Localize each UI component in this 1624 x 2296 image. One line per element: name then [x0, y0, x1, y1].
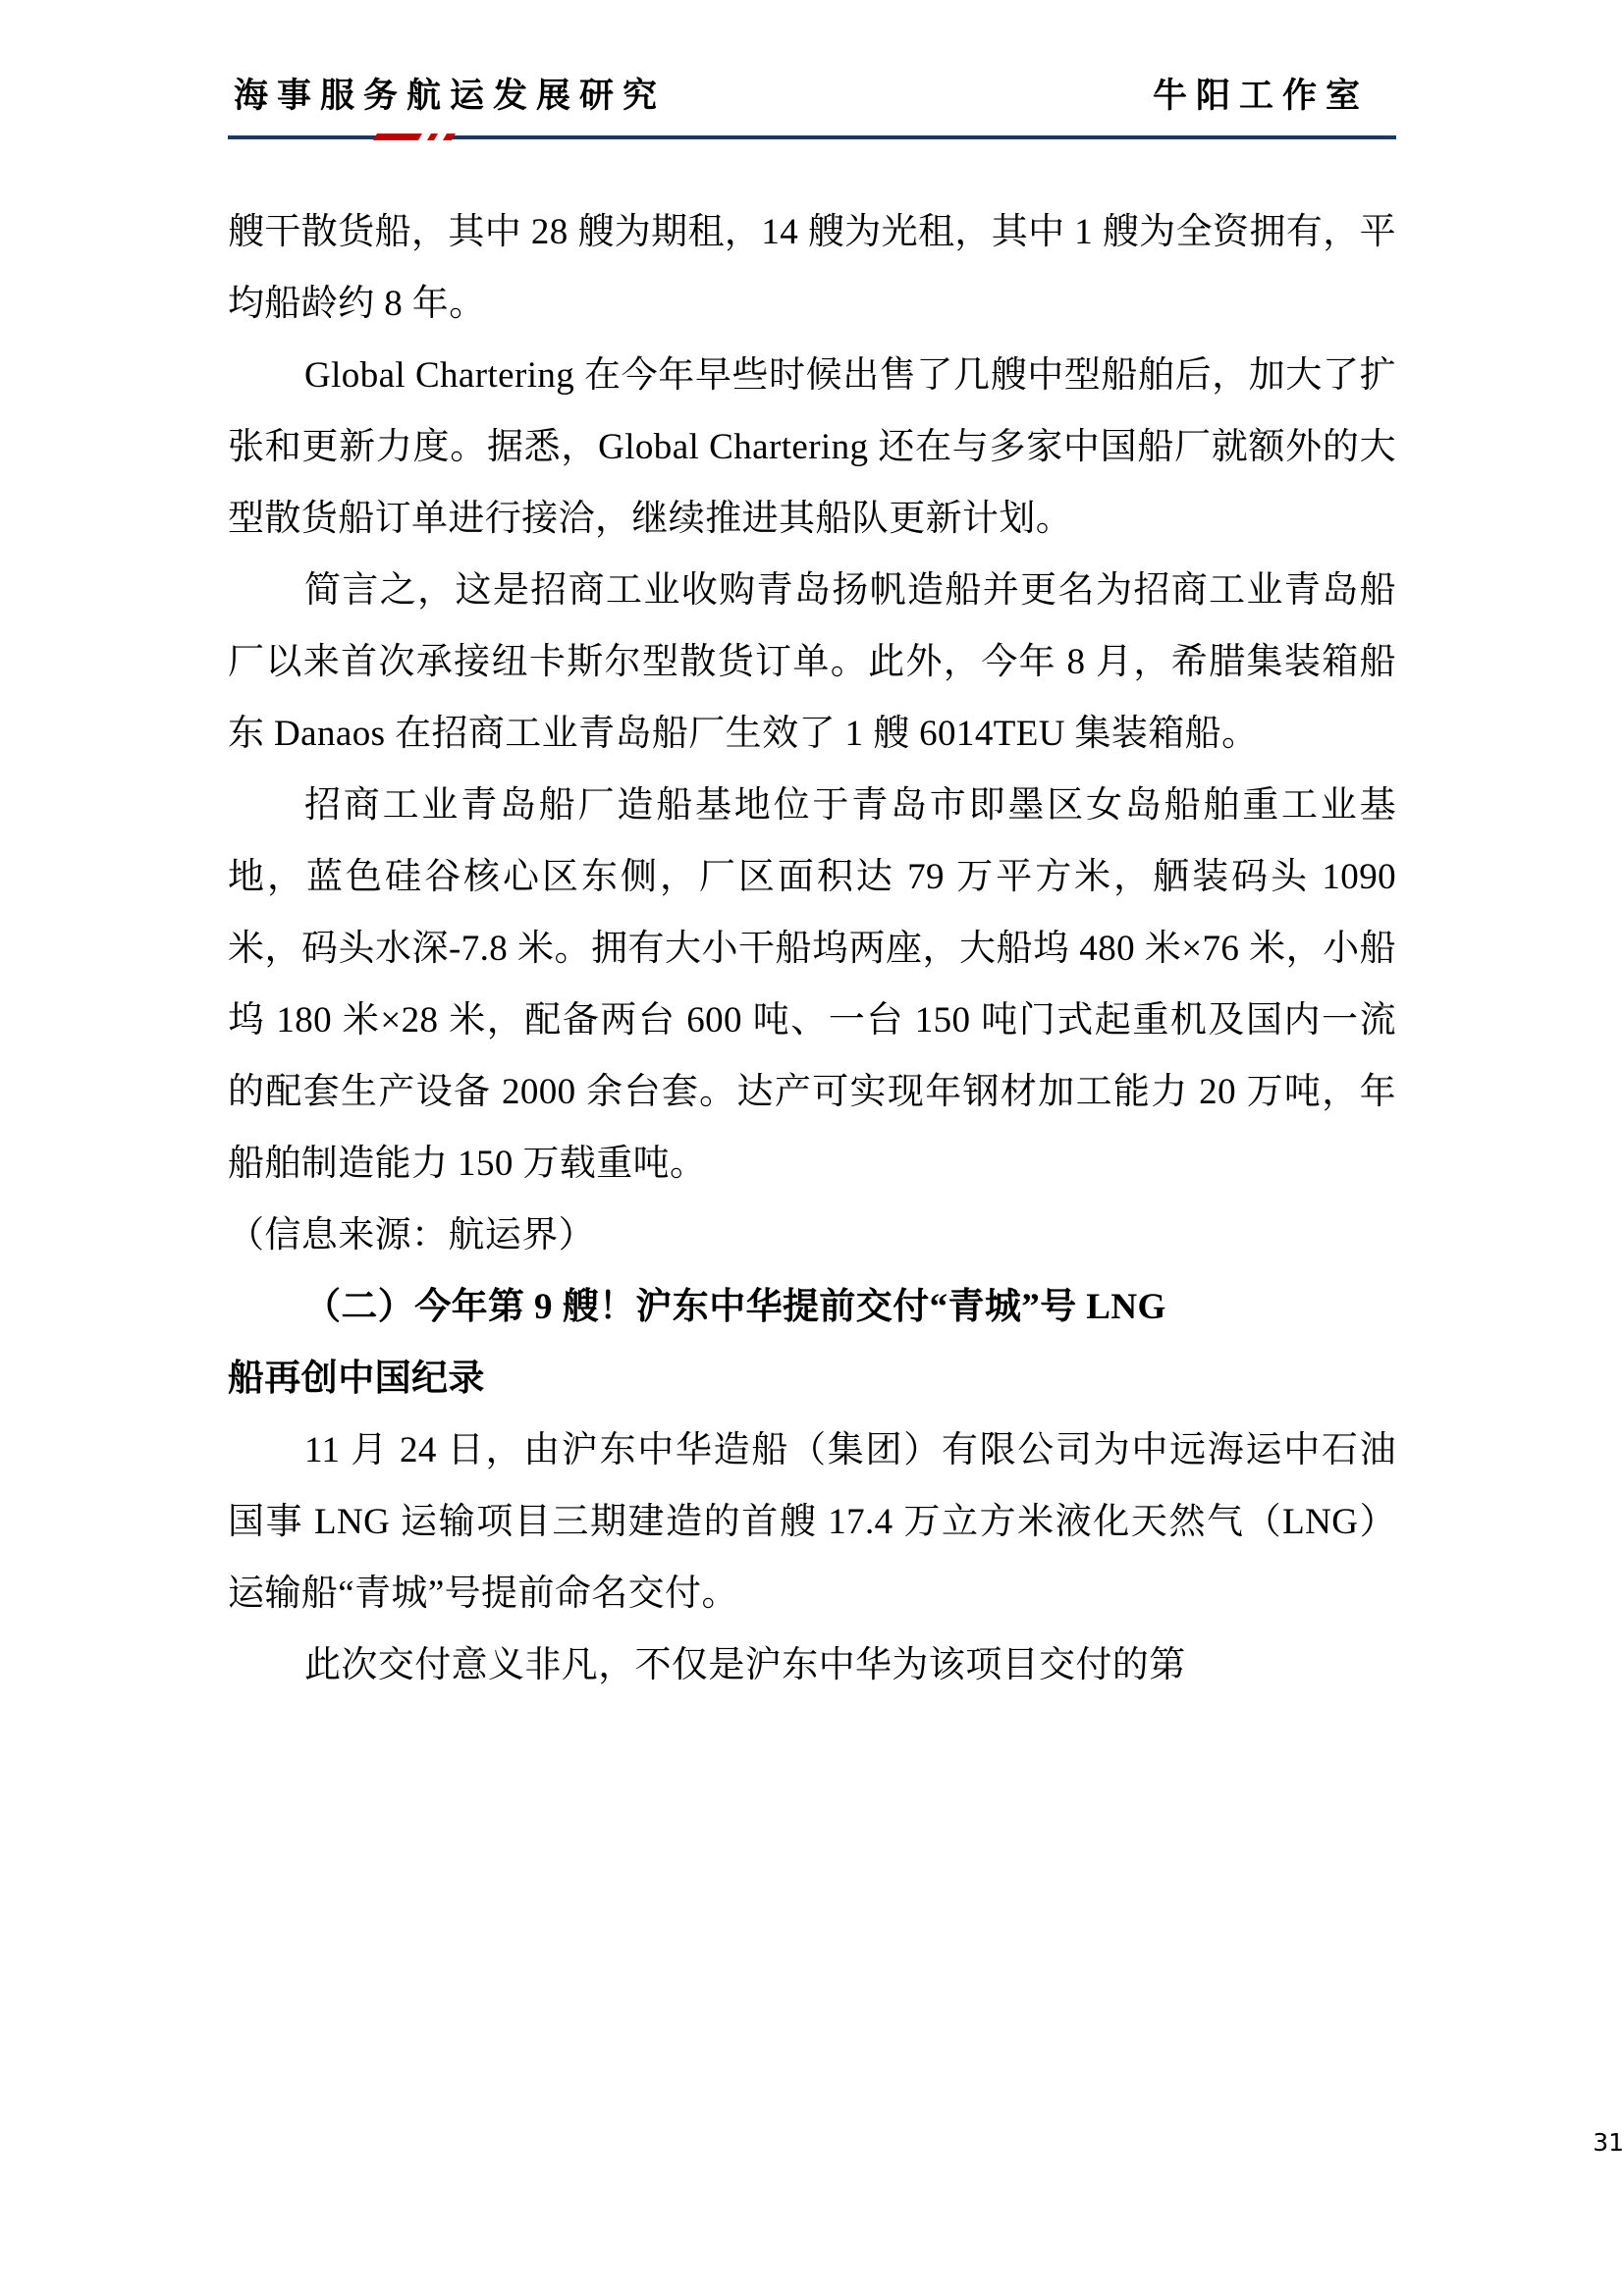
page-number: 31 — [1593, 2128, 1624, 2157]
paragraph-newcastlemax-order: 简言之，这是招商工业收购青岛扬帆造船并更名为招商工业青岛船厂以来首次承接纽卡斯尔型散货订单。此外，今年 8 月，希腊集装箱船东 Danaos 在招商工业青岛船厂生效了 1 艘 6014TEU 集装箱船。 — [228, 570, 1396, 754]
section-heading-line-1: （二）今年第 9 艘！沪东中华提前交付“青城”号 LNG — [304, 1287, 1166, 1327]
paragraph-lng-delivery: 11 月 24 日，由沪东中华造船（集团）有限公司为中远海运中石油国事 LNG 运输项目三期建造的首艘 17.4 万立方米液化天然气（LNG）运输船“青城”号提前命名交付。 — [228, 1430, 1396, 1614]
paragraph-global-chartering: Global Chartering 在今年早些时候出售了几艘中型船舶后，加大了扩张和更新力度。据悉，Global Chartering 还在与多家中国船厂就额外的大型散货船订单进行接洽，继续推进其船队更新计划。 — [228, 355, 1396, 539]
page-header — [228, 69, 1396, 159]
paragraph-source-note: （信息来源：航运界） — [228, 1215, 595, 1255]
header-left-title: 海事服务航运发展研究 — [234, 77, 667, 116]
section-heading-line-2: 船再创中国纪录 — [228, 1359, 485, 1399]
body-text — [228, 196, 1396, 1701]
page-footer — [456, 2128, 1624, 2157]
paragraph-delivery-significance: 此次交付意义非凡，不仅是沪东中华为该项目交付的第 — [304, 1645, 1186, 1685]
paragraph-shipyard-facilities: 招商工业青岛船厂造船基地位于青岛市即墨区女岛船舶重工业基地，蓝色硅谷核心区东侧，厂区面积达 79 万平方米，舾装码头 1090 米，码头水深-7.8 米。拥有大小干船坞两座，大船坞 480 米×76 米，小船坞 180 米×28 米，配备两台 600 吨、一台 150 吨门式起重机及国内一流的配套生产设备 2000 余台套。达产可实现年钢材加工能力 20 万吨，年船舶制造能力 150 万载重吨。 — [228, 785, 1396, 1184]
header-right-title: 牛阳工作室 — [1152, 77, 1369, 116]
header-divider — [228, 133, 1396, 140]
page-content — [228, 69, 1396, 1701]
header-row — [228, 69, 1396, 118]
paragraph-continuation: 艘干散货船，其中 28 艘为期租，14 艘为光租，其中 1 艘为全资拥有，平均船龄约 8 年。 — [228, 212, 1396, 324]
